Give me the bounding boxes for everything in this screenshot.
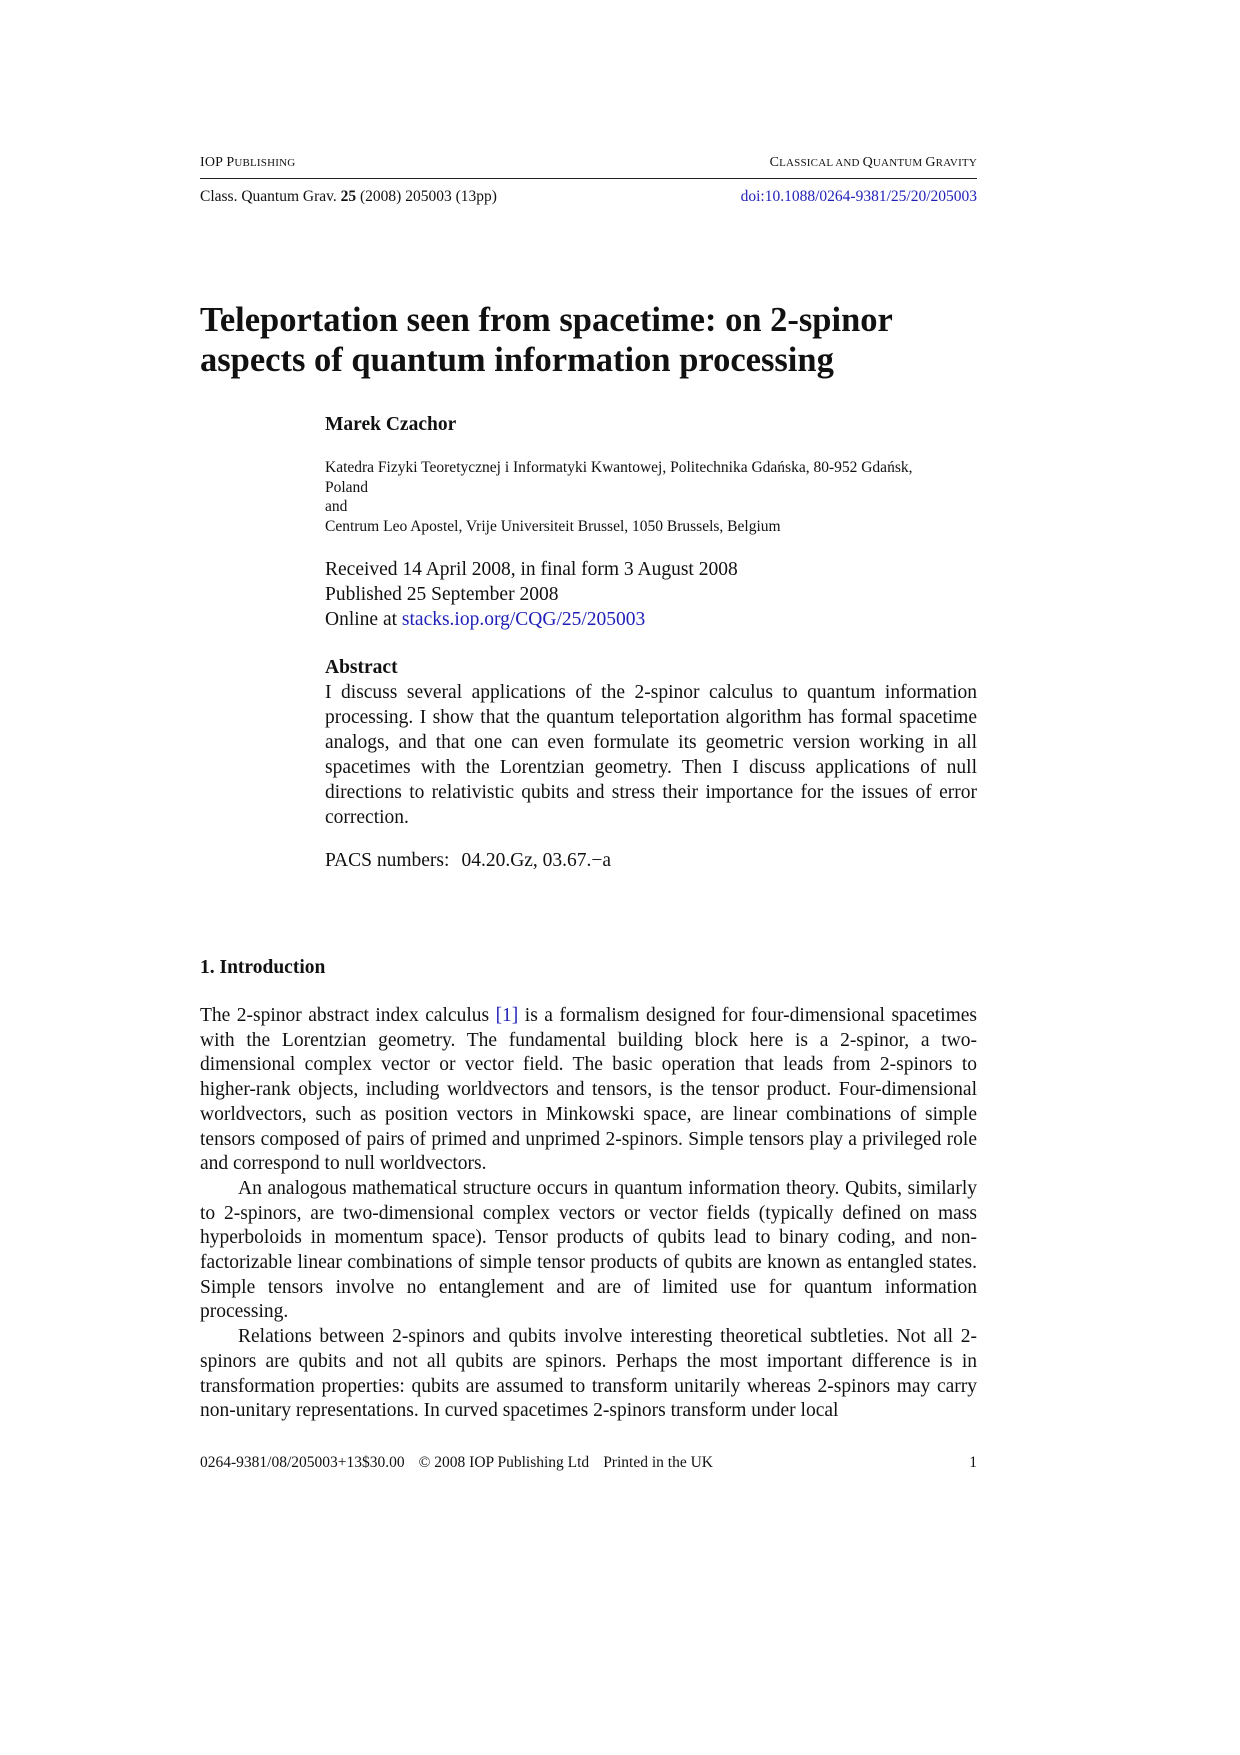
running-header [200, 155, 977, 171]
online-link[interactable]: stacks.iop.org/CQG/25/205003 [401, 609, 646, 630]
footer-info: 0264-9381/08/205003+13$30.00 © 2008 IOP Publishing Ltd Printed in the UK [200, 1454, 713, 1471]
affiliation-line-1: Katedra Fizyki Teoretycznej i Informatyki Kwantowej, Politechnika Gdańska, 80-952 Gdańsk, [325, 459, 913, 476]
affiliation-line-4: Centrum Leo Apostel, Vrije Universiteit Brussel, 1050 Brussels, Belgium [325, 517, 781, 535]
affiliation [325, 458, 977, 536]
section-heading: 1. Introduction [200, 957, 326, 978]
citation-row [200, 188, 977, 206]
paragraph-2: An analogous mathematical structure occurs in quantum information theory. Qubits, similarly to 2-spinors, are two-dimensional complex vectors or vector fields (typically defined on mass hyperboloids in momentum space). Tensor products of qubits lead to binary coding, and non-factorizable linear combinations of simple tensor products of qubits are known as entangled states. Simple tensors involve no entanglement and are of limited use for quantum information processing. [200, 1177, 977, 1323]
page-footer [200, 1454, 977, 1472]
header-rule [200, 178, 977, 179]
publisher-name: IOP PUBLISHING [200, 155, 296, 170]
published-date: Published 25 September 2008 [325, 584, 559, 605]
page-number: 1 [969, 1454, 977, 1471]
title-line-1: Teleportation seen from spacetime: on 2-spinor [200, 301, 893, 339]
affiliation-line-2: Poland [325, 478, 369, 496]
abstract [325, 655, 977, 830]
paragraph-3: Relations between 2-spinors and qubits involve interesting theoretical subtleties. Not all 2-spinors are qubits and not all qubits are spinors. Perhaps the most important difference is in transformation properties: qubits are assumed to transform unitarily whereas 2-spinors may carry non-unitary representations. In curved spacetimes 2-spinors transform under local [200, 1326, 977, 1422]
affiliation-line-3: and [325, 498, 348, 515]
body-text [200, 1004, 977, 1424]
paper-title [200, 300, 977, 380]
abstract-text: I discuss several applications of the 2-spinor calculus to quantum information processing. I show that the quantum teleportation algorithm has formal spacetime analogs, and that one can even formulate its geometric version working in all spacetimes with the Lorentzian geometry. Then I discuss applications of null directions to relativistic qubits and stress their importance for the issues of error correction. [325, 682, 977, 828]
journal-citation: Class. Quantum Grav. 25 (2008) 205003 (13pp) [200, 188, 497, 205]
author-name: Marek Czachor [325, 414, 457, 435]
publication-dates [325, 557, 977, 632]
paragraph-1: The 2-spinor abstract index calculus [1] is a formalism designed for four-dimensional spacetimes with the Lorentzian geometry. The fundamental building block here is a 2-spinor, a two-dimensional complex vector or vector field. The basic operation that leads from 2-spinors to higher-rank objects, including worldvectors and tensors, is the tensor product. Four-dimensional worldvectors, such as position vectors in Minkowski space, are linear combinations of simple tensors composed of pairs of primed and unprimed 2-spinors. Simple tensors play a privileged role and correspond to null worldvectors. [200, 1005, 978, 1175]
journal-name: CLASSICAL AND QUANTUM GRAVITY [769, 155, 977, 170]
pacs-value: 04.20.Gz, 03.67.−a [461, 850, 612, 871]
pacs-numbers [325, 850, 977, 872]
title-line-2: aspects of quantum information processing [200, 341, 834, 379]
pacs-label: PACS numbers: [325, 850, 450, 871]
abstract-heading: Abstract [325, 657, 398, 678]
reference-link[interactable]: [1] [495, 1005, 519, 1026]
doi-link[interactable]: doi:10.1088/0264-9381/25/20/205003 [740, 188, 977, 205]
online-line: Online at stacks.iop.org/CQG/25/205003 [325, 609, 646, 630]
received-date: Received 14 April 2008, in final form 3 August 2008 [325, 559, 738, 580]
